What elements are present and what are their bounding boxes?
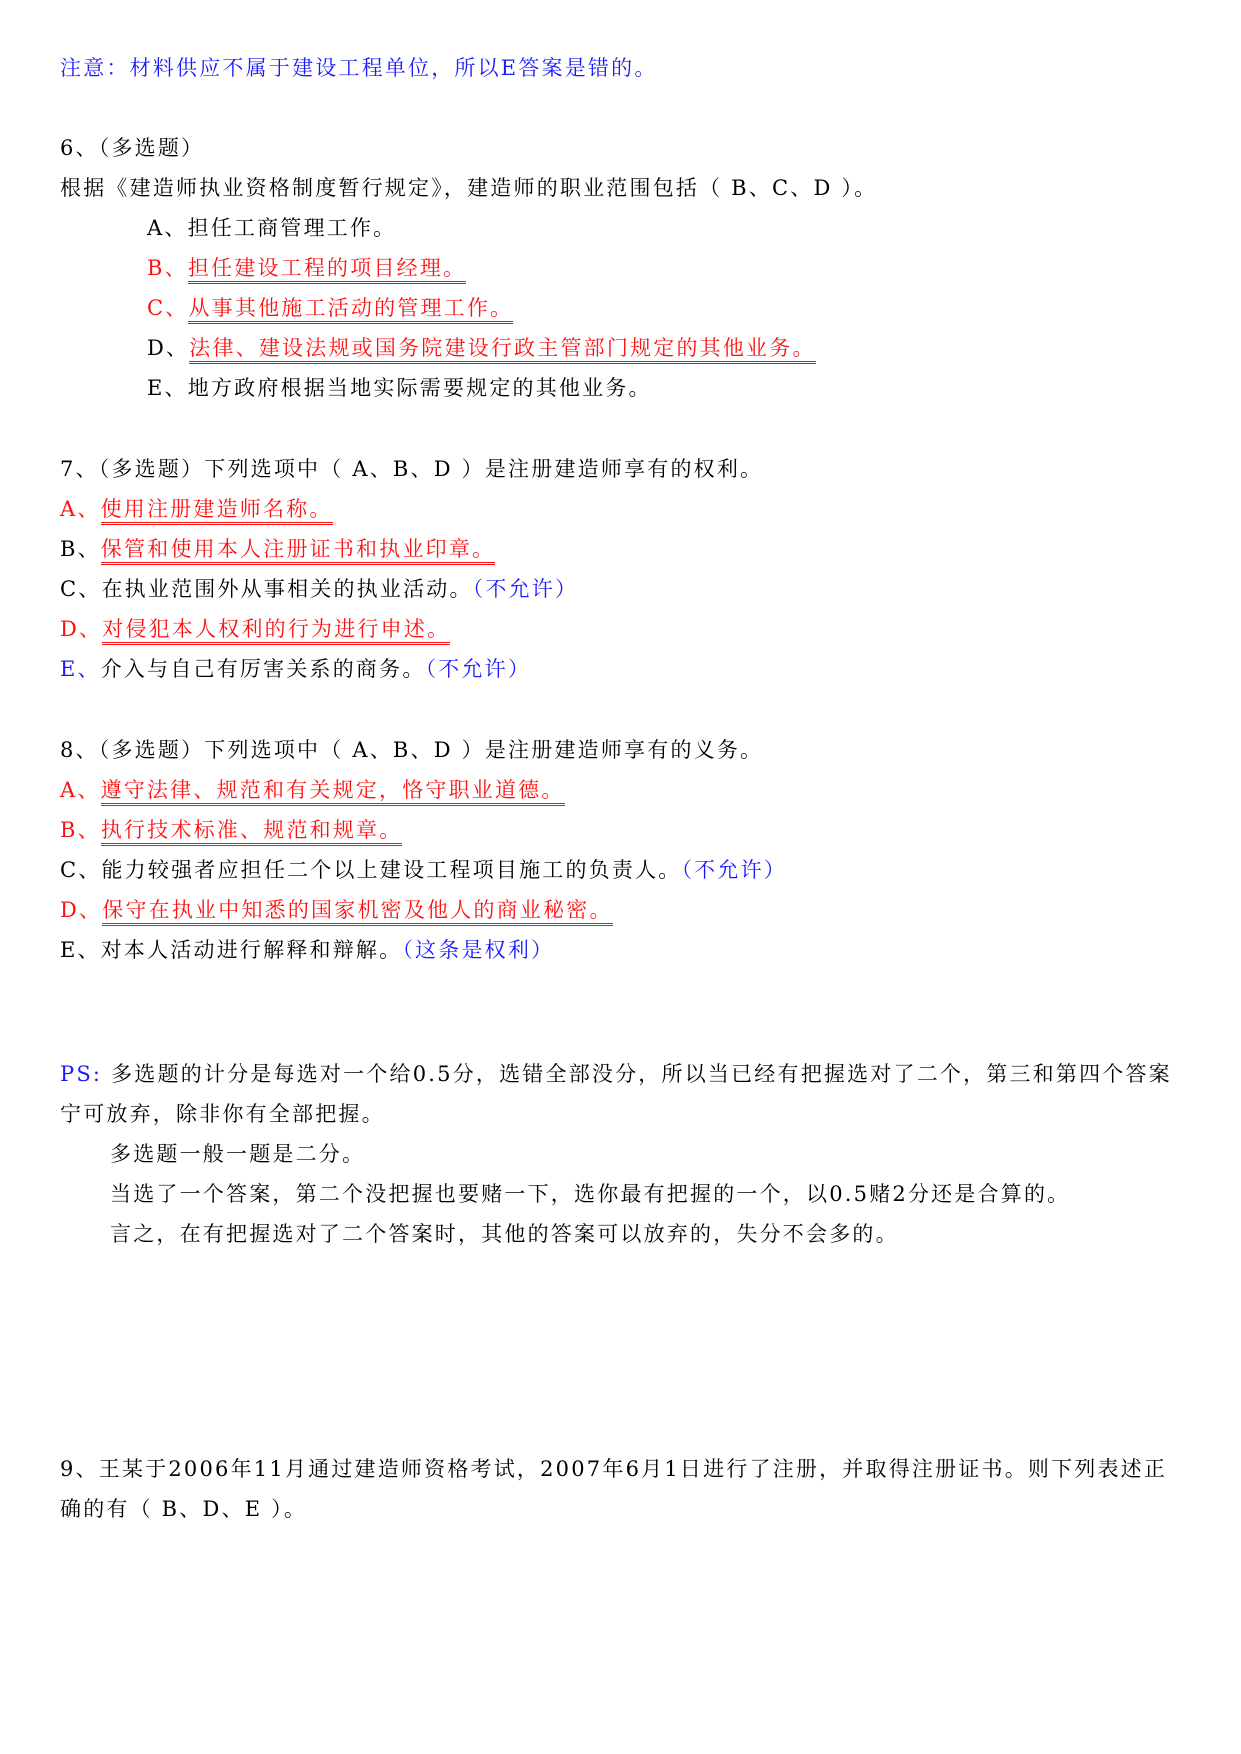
- option-note: （不允许）: [472, 577, 579, 601]
- option-prefix: D、: [147, 336, 190, 360]
- q8-option-b: [60, 815, 402, 845]
- option-prefix: E、: [147, 376, 188, 400]
- option-text: 保管和使用本人注册证书和执业印章。: [101, 537, 495, 565]
- ps-line-2: 当选了一个答案，第二个没把握也要赌一下，选你最有把握的一个，以0.5赌2分还是合算的。: [110, 1182, 1071, 1206]
- option-prefix: B、: [147, 256, 188, 280]
- option-prefix: C、: [60, 858, 102, 882]
- option-text: 担任建设工程的项目经理。: [188, 256, 466, 284]
- option-text: 对本人活动进行解释和辩解。: [100, 938, 403, 962]
- option-text: 地方政府根据当地实际需要规定的其他业务。: [187, 376, 652, 400]
- q7-option-e: [60, 654, 531, 684]
- option-note: （不允许）: [681, 858, 787, 882]
- option-prefix: B、: [60, 818, 101, 842]
- q8-option-c: [60, 855, 787, 885]
- option-text: 介入与自己有厉害关系的商务。: [100, 657, 426, 681]
- ps-line-1: 多选题一般一题是二分。: [110, 1142, 366, 1166]
- q7-option-b: [60, 534, 495, 564]
- option-note: （不允许）: [425, 657, 532, 681]
- option-prefix: E、: [60, 657, 101, 681]
- q6-option-d: [147, 333, 816, 363]
- q6-option-b: [147, 253, 466, 283]
- q6-option-e: [147, 373, 652, 403]
- option-note: （这条是权利）: [402, 938, 555, 962]
- option-text: 法律、建设法规或国务院建设行政主管部门规定的其他业务。: [189, 336, 815, 364]
- option-text: 执行技术标准、规范和规章。: [101, 818, 403, 846]
- option-text: 遵守法律、规范和有关规定，恪守职业道德。: [101, 778, 565, 806]
- option-text: 使用注册建造师名称。: [101, 497, 333, 525]
- option-prefix: D、: [60, 617, 103, 641]
- ps-line-3: 言之，在有把握选对了二个答案时，其他的答案可以放弃的，失分不会多的。: [110, 1222, 899, 1246]
- ps-label: PS:: [60, 1062, 103, 1086]
- option-prefix: A、: [147, 216, 188, 240]
- option-text: 从事其他施工活动的管理工作。: [188, 296, 513, 324]
- option-text: 能力较强者应担任二个以上建设工程项目施工的负责人。: [101, 858, 682, 882]
- q8-header: 8、（多选题）下列选项中（ A、B、D ）是注册建造师享有的义务。: [60, 738, 764, 762]
- option-text: 在执业范围外从事相关的执业活动。: [101, 577, 473, 601]
- q8-option-e: [60, 935, 554, 965]
- q6-option-c: [147, 293, 513, 323]
- q8-option-d: [60, 895, 613, 925]
- option-text: 保守在执业中知悉的国家机密及他人的商业秘密。: [102, 898, 612, 926]
- q7-header: 7、（多选题）下列选项中（ A、B、D ）是注册建造师享有的权利。: [60, 457, 764, 481]
- option-prefix: E、: [60, 938, 101, 962]
- ps-text: 多选题的计分是每选对一个给0.5分，选错全部没分，所以当已经有把握选对了二个，第三和第四个答案宁可放弃，除非你有全部把握。: [60, 1062, 1172, 1126]
- option-prefix: D、: [60, 898, 103, 922]
- option-text: 对侵犯本人权利的行为进行申述。: [102, 617, 450, 645]
- ps-paragraph: [60, 1054, 1180, 1134]
- option-text: 担任工商管理工作。: [187, 216, 397, 240]
- q7-option-a: [60, 494, 333, 524]
- q6-stem: 根据《建造师执业资格制度暂行规定》，建造师的职业范围包括（ B、C、D ）。: [60, 176, 878, 200]
- option-prefix: A、: [60, 497, 101, 521]
- q7-option-d: [60, 614, 450, 644]
- note-line: 注意：材料供应不属于建设工程单位，所以E答案是错的。: [60, 56, 658, 80]
- q8-option-a: [60, 775, 565, 805]
- option-prefix: C、: [60, 577, 102, 601]
- q9-paragraph: 9、王某于2006年11月通过建造师资格考试，2007年6月1日进行了注册，并取得注册证书。则下列表述正确的有（ B、D、E ）。: [60, 1457, 1168, 1521]
- option-prefix: B、: [60, 537, 101, 561]
- q7-option-c: [60, 574, 578, 604]
- q6-header: 6、（多选题）: [60, 136, 205, 160]
- option-prefix: C、: [147, 296, 189, 320]
- option-prefix: A、: [60, 778, 101, 802]
- q6-option-a: [147, 213, 396, 243]
